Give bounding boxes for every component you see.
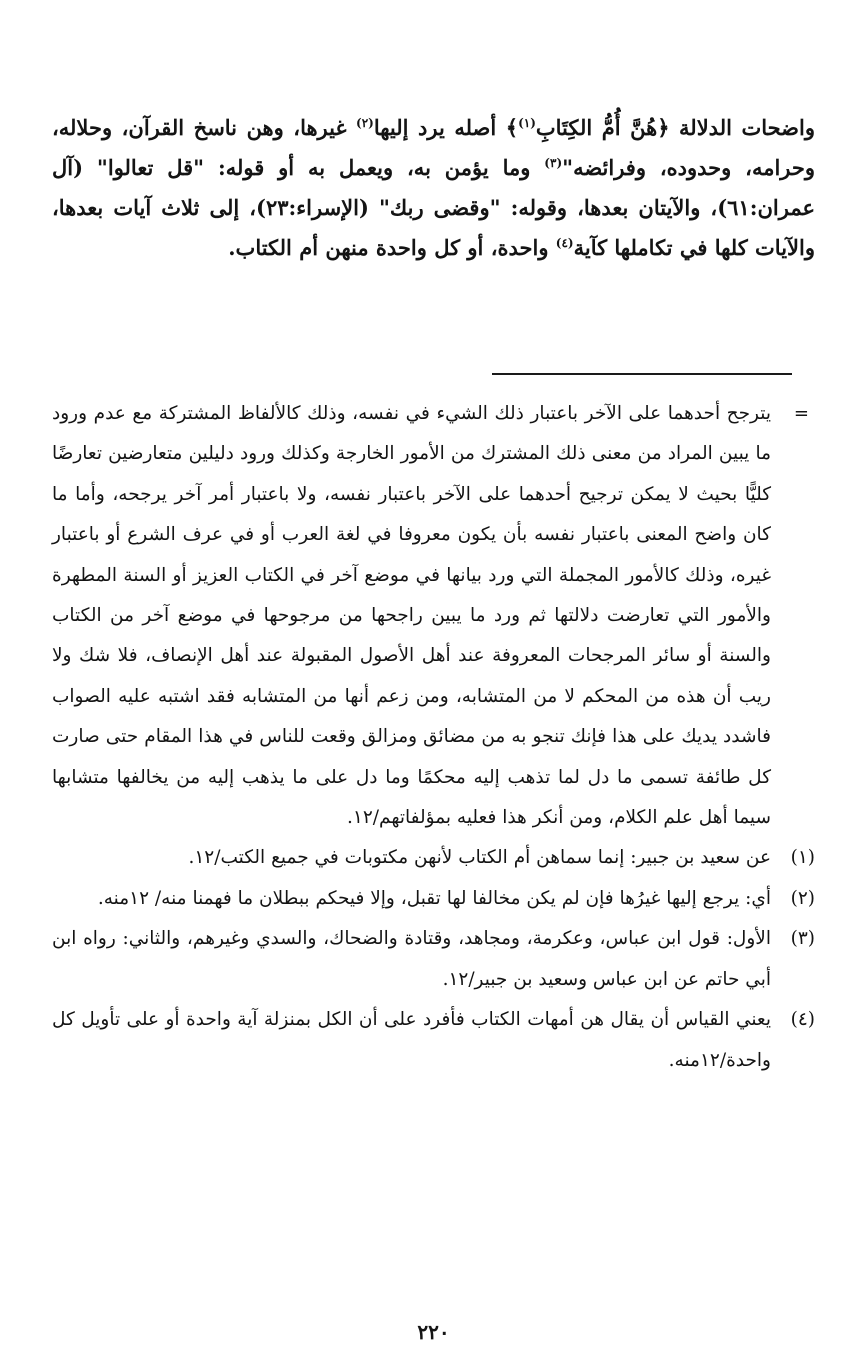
footnote-text: يعني القياس أن يقال هن أمهات الكتاب فأفرد على أن الكل بمنزلة آية واحدة أو على تأويل كل واحدة/١٢منه. bbox=[52, 1009, 771, 1071]
main-text bbox=[52, 108, 815, 268]
footnote-text: عن سعيد بن جبير: إنما سماهن أم الكتاب لأنهن مكتوبات في جميع الكتب/١٢. bbox=[188, 847, 771, 869]
footnote-2 bbox=[52, 879, 815, 919]
footnote-4 bbox=[52, 1000, 815, 1081]
footnote-number: (٤) bbox=[790, 1009, 815, 1031]
text-mid-2: غيرها، وهن ناسخ القرآن، وحلاله، وحرامه، وحدوده، وفرائضه" bbox=[52, 115, 815, 180]
text-end: واحدة، أو كل واحدة منهن أم الكتاب. bbox=[228, 235, 556, 260]
footnote-number: (٢) bbox=[790, 887, 815, 909]
footnote-continuation bbox=[52, 394, 815, 838]
quran-quote: ﴿هُنَّ أُمُّ الكِتَابِ bbox=[535, 115, 670, 140]
footnote-number: (٣) bbox=[790, 928, 815, 950]
text-start: واضحات الدلالة bbox=[669, 115, 815, 140]
footnote-marker-4[interactable]: (٤) bbox=[555, 236, 574, 250]
footnotes bbox=[52, 394, 815, 1081]
footnote-number: (١) bbox=[790, 847, 815, 869]
footnote-divider bbox=[492, 373, 792, 375]
footnote-marker-1[interactable]: (١) bbox=[518, 116, 536, 130]
footnote-text: أي: يرجع إليها غيرُها فإن لم يكن مخالفا لها تقبل، وإلا فيحكم ببطلان ما فهمنا منه/ ١٢منه. bbox=[97, 887, 771, 909]
footnote-marker-3[interactable]: (٣) bbox=[544, 156, 563, 170]
page-number: ٢٢٠ bbox=[417, 1320, 450, 1344]
footnote-1 bbox=[52, 838, 815, 878]
continuation-marker: = bbox=[793, 403, 809, 424]
footnote-marker-2[interactable]: (٢) bbox=[356, 116, 374, 130]
main-paragraph bbox=[52, 108, 815, 268]
text-mid-3: وما يؤمن به، ويعمل به أو قوله: "قل تعالوا" (آل عمران:٦١)، والآيتان بعدها، وقوله: "وقضى ربك" (الإسراء:٢٣)، إلى ثلاث آيات بعدها، والآيات كلها في تكاملها كآية bbox=[52, 155, 815, 260]
quran-quote-end: ﴾ bbox=[505, 115, 519, 140]
text-mid-1: أصله يرد إليها bbox=[373, 115, 506, 140]
footnote-3 bbox=[52, 919, 815, 1000]
continuation-text: يترجح أحدهما على الآخر باعتبار ذلك الشيء في نفسه، وذلك كالألفاظ المشتركة مع عدم ورود ما يبين المراد من معنى ذلك المشترك من الأمور الخارجة وكذلك ورود دليلين متعارضين تعارضًا كليًّا بحيث لا يمكن ترجيح أحدهما على الآخر باعتبار نفسه، ولا باعتبار أمر آخر يرجحه، وأما ما كان واضح المعنى باعتبار نفسه بأن يكون معروفا في لغة العرب أو في عرف الشرع أو باعتبار غيره، وذلك كالأمور المجملة التي ورد بيانها في موضع آخر في الكتاب العزيز أو السنة المطهرة والأمور التي تعارضت دلالتها ثم ورد ما يبين راجحها من مرجوحها في موضع آخر من الكتاب والسنة أو سائر المرجحات المعروفة عند أهل الأصول المقبولة عند أهل الإنصاف، فلا شك ولا ريب أن هذه من المحكم لا من المتشابه، ومن زعم أنها من المتشابه فقد اشتبه عليه الصواب فاشدد يديك على هذا فإنك تنجو به من مضائق ومزالق وقعت للناس في هذا المقام حتى صارت كل طائفة تسمى ما دل لما تذهب إليه محكمًا وما دل على ما يذهب إليه من يخالفها متشابها سيما أهل علم الكلام، ومن أنكر هذا فعليه بمؤلفاتهم/١٢. bbox=[52, 403, 771, 829]
footnote-text: الأول: قول ابن عباس، وعكرمة، ومجاهد، وقتادة والضحاك، والسدي وغيرهم، والثاني: رواه ابن أبي حاتم عن ابن عباس وسعيد بن جبير/١٢. bbox=[52, 928, 771, 990]
